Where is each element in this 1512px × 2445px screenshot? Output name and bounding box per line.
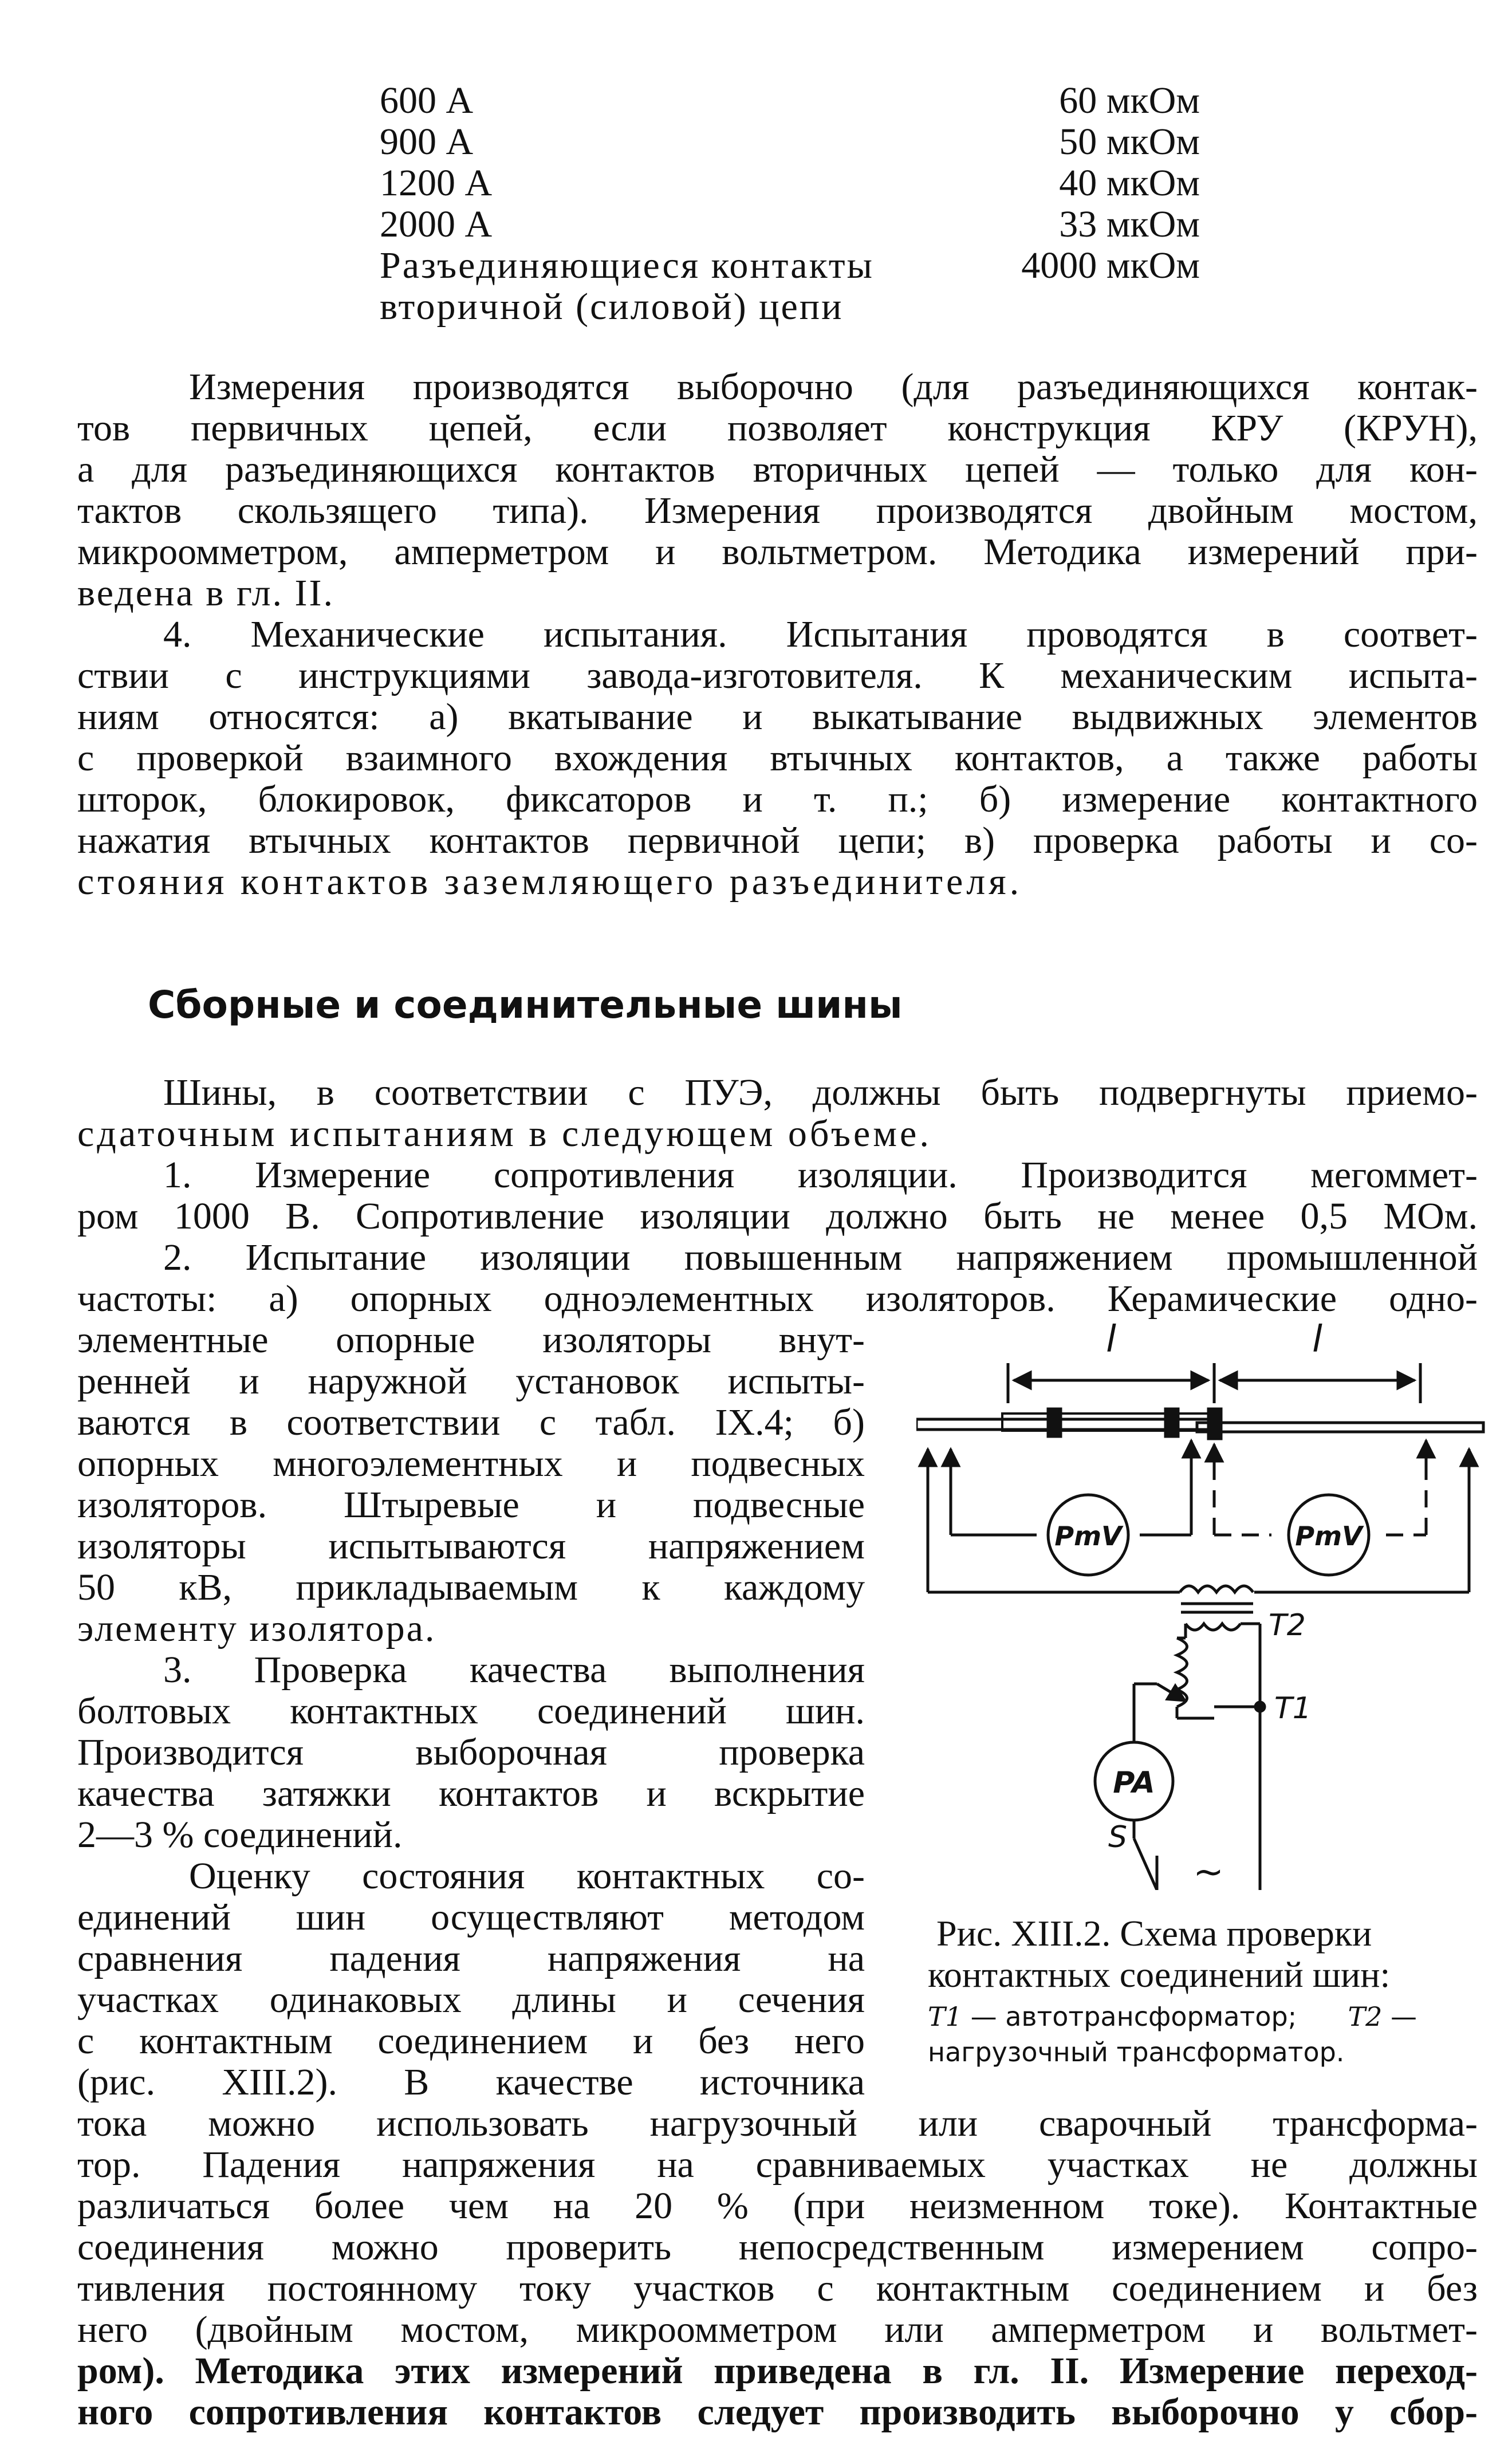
caption-t2-symbol: T2 — [1348, 2001, 1383, 2032]
caption-t2-text: — — [1382, 2001, 1418, 2032]
text-line: соединения можно проверить непосредственным измерением сопро- — [77, 2226, 1478, 2268]
text-line: Измерения производятся выборочно (для разъединяющихся контак- — [189, 366, 1478, 408]
text-line: ром 1000 В. Сопротивление изоляции должно быть не менее 0,5 МОм. — [77, 1195, 1478, 1237]
text-line: 1. Измерение сопротивления изоляции. Производится мегоммет- — [163, 1154, 1478, 1196]
text-line: изоляторов. Штыревые и подвесные — [77, 1484, 865, 1526]
text-line: различаться более чем на 20 % (при неизменном токе). Контактные — [77, 2185, 1478, 2227]
text-line: микроомметром, амперметром и вольтметром. Методика измерений при- — [77, 531, 1478, 573]
text-line: Оценку состояния контактных со- — [189, 1855, 865, 1897]
text-line: 3. Проверка качества выполнения — [163, 1649, 865, 1691]
table-current: 2000 А — [380, 203, 493, 245]
text-line: 2—3 % соединений. — [77, 1814, 403, 1856]
text-line: ваются в соответствии с табл. IX.4; б) — [77, 1401, 865, 1443]
caption-t1-symbol: T1 — [928, 2001, 962, 2032]
text-line: ведена в гл. II. — [77, 572, 334, 614]
text-line: с проверкой взаимного вхождения втычных контактов, а также работы — [77, 737, 1478, 779]
text-line: тактов скользящего типа). Измерения производятся двойным мостом, — [77, 490, 1478, 531]
dimension-label-l2: l — [1312, 1318, 1322, 1361]
caption-t1-text: — автотрансформатор; — [962, 2001, 1297, 2032]
text-line: него (двойным мостом, микроомметром или амперметром и вольтмет- — [77, 2309, 1478, 2350]
text-line: тока можно использовать нагрузочный или сварочный трансформа- — [77, 2103, 1478, 2144]
text-line: тор. Падения напряжения на сравниваемых участках не должны — [77, 2144, 1478, 2186]
text-line: ниям относятся: а) вкатывание и выкатывание выдвижных элементов — [77, 696, 1478, 738]
table-resistance: 60 мкОм — [1059, 80, 1200, 121]
meter-pa: PA — [1113, 1766, 1155, 1800]
text-line: изоляторы испытываются напряжением — [77, 1525, 865, 1567]
text-line: единений шин осуществляют методом — [77, 1896, 865, 1938]
text-line: элементные опорные изоляторы внут- — [77, 1319, 865, 1361]
table-current-cont: вторичной (силовой) цепи — [380, 286, 844, 328]
caption-line: Рис. XIII.2. Схема проверки — [936, 1913, 1372, 1954]
text-line: участках одинаковых длины и сечения — [77, 1979, 865, 2021]
text-line: 2. Испытание изоляции повышенным напряжением промышленной — [163, 1237, 1478, 1278]
text-line: частоты: а) опорных одноэлементных изоляторов. Керамические одно- — [77, 1278, 1478, 1320]
text-line: тов первичных цепей, если позволяет конструкция КРУ (КРУН), — [77, 407, 1478, 449]
meter-pmv-1: PmV — [1054, 1521, 1122, 1552]
circuit-diagram — [916, 1317, 1489, 1890]
table-current: Разъединяющиеся контакты — [380, 245, 874, 286]
caption-line: нагрузочный трансформатор. — [928, 2037, 1345, 2068]
table-resistance: 4000 мкОм — [1021, 245, 1200, 286]
table-resistance: 40 мкОм — [1059, 162, 1200, 204]
text-line: нажатия втычных контактов первичной цепи; в) проверка работы и со- — [77, 820, 1478, 861]
text-line: сравнения падения напряжения на — [77, 1938, 865, 1979]
text-line: болтовых контактных соединений шин. — [77, 1690, 865, 1732]
text-line: 4. Механические испытания. Испытания проводятся в соответ- — [163, 613, 1478, 655]
label-ac-source: ~ — [1193, 1851, 1224, 1890]
text-line: а для разъединяющихся контактов вторичных цепей — только для кон- — [77, 448, 1478, 490]
dimension-label-l1: l — [1106, 1318, 1116, 1361]
label-t2: T2 — [1269, 1608, 1306, 1643]
text-line: сдаточным испытаниям в следующем объеме. — [77, 1113, 932, 1155]
text-line: 50 кВ, прикладываемым к каждому — [77, 1566, 865, 1608]
text-line: Шины, в соответствии с ПУЭ, должны быть подвергнуты приемо- — [163, 1072, 1478, 1113]
table-current: 600 А — [380, 80, 474, 121]
section-title: Сборные и соединительные шины — [148, 983, 903, 1027]
label-t1: T1 — [1274, 1691, 1312, 1726]
text-line: качества затяжки контактов и вскрытие — [77, 1773, 865, 1814]
text-line: ного сопротивления контактов следует производить выборочно у сбор- — [77, 2391, 1478, 2433]
text-line: опорных многоэлементных и подвесных — [77, 1443, 865, 1485]
text-line: ром). Методика этих измерений приведена в гл. II. Измерение переход- — [77, 2350, 1478, 2392]
text-line: Производится выборочная проверка — [77, 1731, 865, 1773]
text-line: стояния контактов заземляющего разъединителя. — [77, 861, 1023, 903]
text-line: элементу изолятора. — [77, 1608, 436, 1649]
table-resistance: 33 мкОм — [1059, 203, 1200, 245]
caption-line: контактных соединений шин: — [928, 1954, 1391, 1995]
table-current: 900 А — [380, 121, 474, 163]
text-line: (рис. XIII.2). В качестве источника — [77, 2061, 865, 2103]
table-resistance: 50 мкОм — [1059, 121, 1200, 163]
text-line: шторок, блокировок, фиксаторов и т. п.; б) измерение контактного — [77, 778, 1478, 820]
text-line: тивления постоянному току участков с контактным соединением и без — [77, 2267, 1478, 2309]
meter-pmv-2: PmV — [1295, 1521, 1363, 1552]
table-current: 1200 А — [380, 162, 493, 204]
caption-line — [928, 1999, 1417, 2034]
label-switch: S — [1108, 1820, 1128, 1855]
text-line: с контактным соединением и без него — [77, 2020, 865, 2062]
text-line: ренней и наружной установок испыты- — [77, 1360, 865, 1402]
text-line: ствии с инструкциями завода-изготовителя. К механическим испыта- — [77, 655, 1478, 696]
